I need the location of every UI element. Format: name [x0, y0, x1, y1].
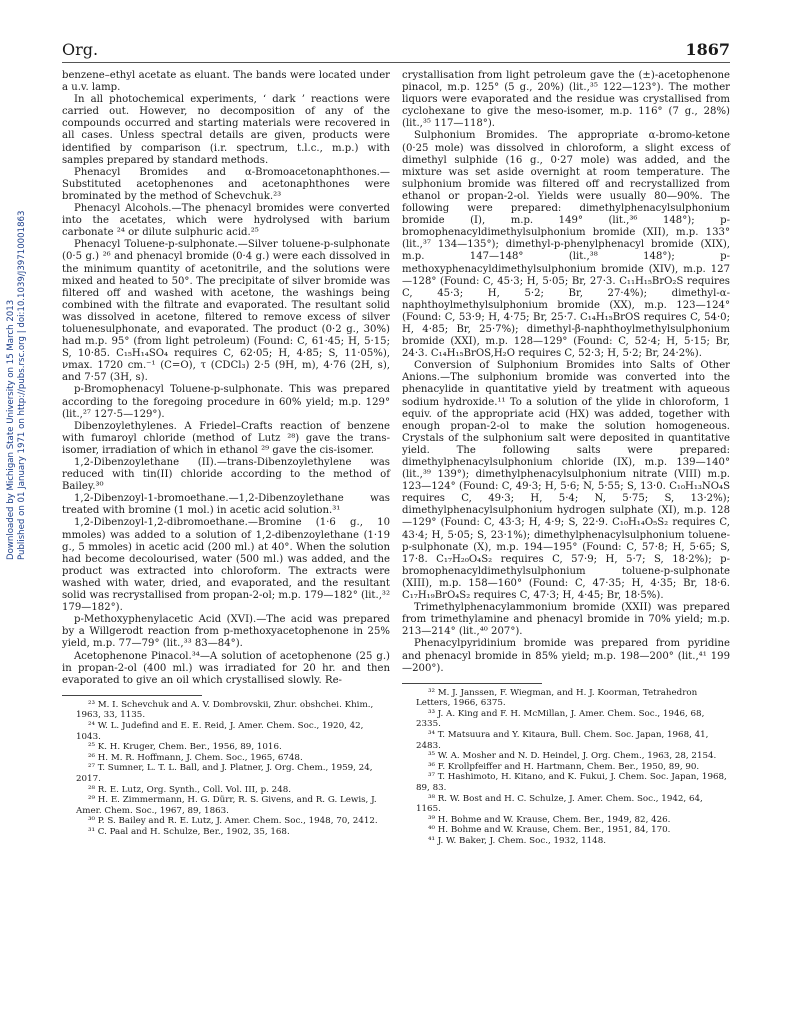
footnote: ⁴¹ J. W. Baker, J. Chem. Soc., 1932, 1148. — [428, 836, 606, 846]
paragraph: Acetophenone Pinacol.³⁴—A solution of acetophenone (25 g.) in propan-2-ol (400 ml.) was irradiated for 20 hr. and then evaporated to give an oil which crystallised slowly. Re- — [62, 650, 390, 686]
footnote: ³⁰ P. S. Bailey and R. E. Lutz, J. Amer. Chem. Soc., 1948, 70, 2412. — [88, 816, 378, 827]
download-watermark — [3, 210, 27, 830]
journal-section: Org. — [62, 40, 99, 59]
paragraph: 1,2-Dibenzoyl-1-bromoethane.—1,2-Dibenzoylethane was treated with bromine (1 mol.) in acetic acid solution.³¹ — [62, 493, 390, 517]
paragraph: Conversion of Sulphonium Bromides into Salts of Other Anions.—The sulphonium bromide was converted into the phenacylide in quantitative yield by treatment with aqueous sodium hydroxide.¹¹ To a solution of the ylide in chloroform, 1 equiv. of the appropriate acid (HX) was added, together with enough propan-2-ol to make the solution homogeneous. Crystals of the sulphonium salt were deposited in quantitative yield. The following salts were prepared: dimethylphenacylsulphonium chloride (IX), m.p. 139—140° (lit.,³⁹ 139°); dimethylphenacylsulphonium nitrate (VIII) m.p. 123—124° (Found: C, 49·3; H, 5·6; N, 5·55; S, 13·0. C₁₀H₁₃NO₄S requires C, 49·3; H, 5·4; N, 5·75; S, 13·2%); dimethylphenacylsulphonium hydrogen sulphate (XI), m.p. 128—129° (Found: C, 43·3; H, 4·9; S, 22·9. C₁₀H₁₄O₅S₂ requires C, 43·4; H, 5·05; S, 23·1%); dimethylphenacylsulphonium toluene-p-sulphonate (X), m.p. 194—195° (Found: C, 57·8; H, 5·65; S, 17·8. C₁₇H₂₀O₄S₂ requires C, 57·9; H, 5·7; S, 18·2%); p-bromophenacyldimethylsulphonium toluene-p-sulphonate (XIII), m.p. 158—160° (Found: C, 47·35; H, 4·35; Br, 18·6. C₁₇H₁₉BrO₄S₂ requires C, 47·3; H, 4·45; Br, 18·5%). — [402, 360, 730, 602]
footnote: ²³ M. I. Schevchuk and A. V. Dombrovskii, Zhur. obshchei. Khim., 1963, 33, 1135. — [76, 699, 374, 721]
footnote: ³¹ C. Paal and H. Schulze, Ber., 1902, 35, 168. — [88, 826, 290, 837]
paragraph: Sulphonium Bromides. The appropriate α-bromo-ketone (0·25 mole) was dissolved in chloroform, a slight excess of dimethyl sulphide (16 g., 0·27 mole) was added, and the mixture was set aside overnight at room temperature. The sulphonium bromide was filtered off and recrystallized from ethanol or propan-2-ol. Yields were usually 80—90%. The following were prepared: dimethylphenacylsulphonium bromide (I), m.p. 149° (lit.,³⁶ 148°); p-bromophenacyldimethylsulphonium bromide (XII), m.p. 133° (lit.,³⁷ 134—135°); dimethyl-p-phenylphenacyl bromide (XIX), m.p. 147—148° (lit.,³⁸ 148°); p-methoxyphenacyldimethylsulphonium bromide (XIV), m.p. 127—128° (Found: C, 45·3; H, 5·05; Br, 27·3. C₁₁H₁₅BrO₂S requires C, 45·3; H, 5·2; Br, 27·4%); dimethyl-α-naphthoylmethylsulphonium bromide (XX), m.p. 123—124° (Found: C, 53·9; H, 4·75; Br, 25·7. C₁₄H₁₅BrOS requires C, 54·0; H, 4·85; Br, 25·7%); dimethyl-β-naphthoylmethylsulphonium bromide (XXI), m.p. 128—129° (Found: C, 52·4; H, 5·15; Br, 24·3. C₁₄H₁₅BrOS,H₂O requires C, 52·3; H, 5·2; Br, 24·2%). — [402, 130, 730, 360]
footnote: ²⁵ K. H. Kruger, Chem. Ber., 1956, 89, 1016. — [88, 742, 282, 753]
paragraph: Trimethylphenacylammonium bromide (XXII) was prepared from trimethylamine and phenacyl bromide in 70% yield; m.p. 213—214° (lit.,⁴⁰ 207°). — [402, 602, 730, 638]
footnote: ³⁹ H. Bohme and W. Krause, Chem. Ber., 1949, 82, 426. — [428, 814, 671, 825]
footnote: ³³ J. A. King and F. H. McMillan, J. Amer. Chem. Soc., 1946, 68, 2335. — [416, 708, 705, 730]
paragraph: Dibenzoylethylenes. A Friedel–Crafts reaction of benzene with fumaroyl chloride (method of Lutz ²⁸) gave the trans-isomer, irradiation of which in ethanol ²⁹ gave the cis-isomer. — [62, 420, 390, 456]
paragraph: 1,2-Dibenzoyl-1,2-dibromoethane.—Bromine (1·6 g., 10 mmoles) was added to a solution of 1,2-dibenzoylethane (1·19 g., 5 mmoles) in acetic acid (200 ml.) at 40°. When the solution had become decolourised, water (500 ml.) was added, and the product was extracted into chloroform. The extracts were washed with water, dried, and evaporated, and the resultant solid was recrystallised from propan-2-ol; m.p. 179—182° (lit.,³² 179—182°). — [62, 517, 390, 614]
paragraph: crystallisation from light petroleum gave the (±)-acetophenone pinacol, m.p. 125° (5 g., 20%) (lit.,³⁵ 122—123°). The mother liquors were evaporated and the residue was crystallised from cyclohexane to give the meso-isomer, m.p. 116° (7 g., 28%) (lit.,³⁵ 117—118°). — [402, 70, 730, 130]
paragraph: Phenacyl Bromides and α-Bromoacetonaphthones.—Substituted acetophenones and acetonaphthones were brominated by the method of Schevchuk.²³ — [62, 166, 390, 202]
publication-notice[interactable]: Published on 01 January 1971 on http://pubs.rsc.org | doi:10.1039/J39710001863 — [17, 210, 27, 560]
paragraph: 1,2-Dibenzoylethane (II).—trans-Dibenzoylethylene was reduced with tin(II) chloride according to the method of Bailey.³⁰ — [62, 457, 390, 493]
page-number: 1867 — [685, 40, 730, 59]
download-notice: Downloaded by Michigan State University on 15 March 2013 — [6, 299, 16, 560]
footnote: ³⁴ T. Matsuura and Y. Kitaura, Bull. Chem. Soc. Japan, 1968, 41, 2483. — [416, 730, 709, 751]
paragraph: p-Bromophenacyl Toluene-p-sulphonate. This was prepared according to the foregoing procedure in 60% yield; m.p. 129° (lit.,²⁷ 127·5—129°). — [62, 384, 390, 420]
running-header — [62, 40, 730, 64]
footnote: ²⁶ H. M. R. Hoffmann, J. Chem. Soc., 1965, 6748. — [88, 752, 303, 763]
paragraph: Phenacylpyridinium bromide was prepared from pyridine and phenacyl bromide in 85% yield; m.p. 198—200° (lit.,⁴¹ 199—200°). — [402, 638, 730, 674]
footnote: ³⁵ W. A. Mosher and N. D. Heindel, J. Org. Chem., 1963, 28, 2154. — [428, 751, 717, 762]
footnote: ²⁹ H. E. Zimmermann, H. G. Dürr, R. S. Givens, and R. G. Lewis, J. Amer. Chem. Soc., 1967, 89, 1863. — [76, 795, 377, 816]
footnote: ³⁸ R. W. Bost and H. C. Schulze, J. Amer. Chem. Soc., 1942, 64, 1165. — [416, 793, 703, 815]
footnote-rule — [402, 683, 542, 684]
right-column — [402, 70, 730, 847]
footnote: ³⁷ T. Hashimoto, H. Kitano, and K. Fukui, J. Chem. Soc. Japan, 1968, 89, 83. — [416, 772, 727, 794]
footnote: ²⁴ W. L. Judefind and E. E. Reid, J. Amer. Chem. Soc., 1920, 42, 1043. — [76, 720, 364, 742]
footnote: ²⁷ T. Sumner, L. T. L. Ball, and J. Platner, J. Org. Chem., 1959, 24, 2017. — [76, 763, 373, 784]
paragraph: In all photochemical experiments, ‘ dark ’ reactions were carried out. However, no decomposition of any of the compounds occurred and starting materials were recovered in all cases. Unless spectral details are given, products were identified by comparison (i.r. spectrum, t.l.c., m.p.) with samples prepared by standard methods. — [62, 94, 390, 166]
footnote: ³⁶ F. Krollpfeiffer and H. Hartmann, Chem. Ber., 1950, 89, 90. — [428, 761, 700, 772]
footnote: ²⁸ R. E. Lutz, Org. Synth., Coll. Vol. III, p. 248. — [88, 784, 292, 795]
left-column — [62, 70, 390, 838]
paragraph: benzene–ethyl acetate as eluant. The bands were located under a u.v. lamp. — [62, 70, 390, 94]
footnote-rule — [62, 695, 202, 696]
paragraph: Phenacyl Toluene-p-sulphonate.—Silver toluene-p-sulphonate (0·5 g.) ²⁶ and phenacyl bromide (0·4 g.) were each dissolved in the minimum quantity of acetonitrile, and the solutions were mixed and heated to 50°. The precipitate of silver bromide was filtered off and washed with acetone, the washings being combined with the filtrate and evaporated. The resultant solid was dissolved in acetone, filtered to remove excess of silver toluenesulphonate, and evaporated. The product (0·2 g., 30%) had m.p. 95° (from light petroleum) (Found: C, 61·45; H, 5·15; S, 10·85. C₁₅H₁₄SO₄ requires C, 62·05; H, 4·85; S, 11·05%), νmax. 1720 cm.⁻¹ (C=O), τ (CDCl₃) 2·5 (9H, m), 4·76 (2H, s), and 7·57 (3H, s). — [62, 239, 390, 384]
footnote: ³² M. J. Janssen, F. Wiegman, and H. J. Koorman, Tetrahedron Letters, 1966, 6375. — [416, 687, 698, 709]
footnote: ⁴⁰ H. Bohme and W. Krause, Chem. Ber., 1951, 84, 170. — [428, 825, 671, 836]
paragraph: p-Methoxyphenylacetic Acid (XVI).—The acid was prepared by a Willgerodt reaction from p-methoxyacetophenone in 25% yield, m.p. 77—79° (lit.,³³ 83—84°). — [62, 614, 390, 650]
header-rule — [62, 62, 730, 63]
paragraph: Phenacyl Alcohols.—The phenacyl bromides were converted into the acetates, which were hydrolysed with barium carbonate ²⁴ or dilute sulphuric acid.²⁵ — [62, 203, 390, 239]
